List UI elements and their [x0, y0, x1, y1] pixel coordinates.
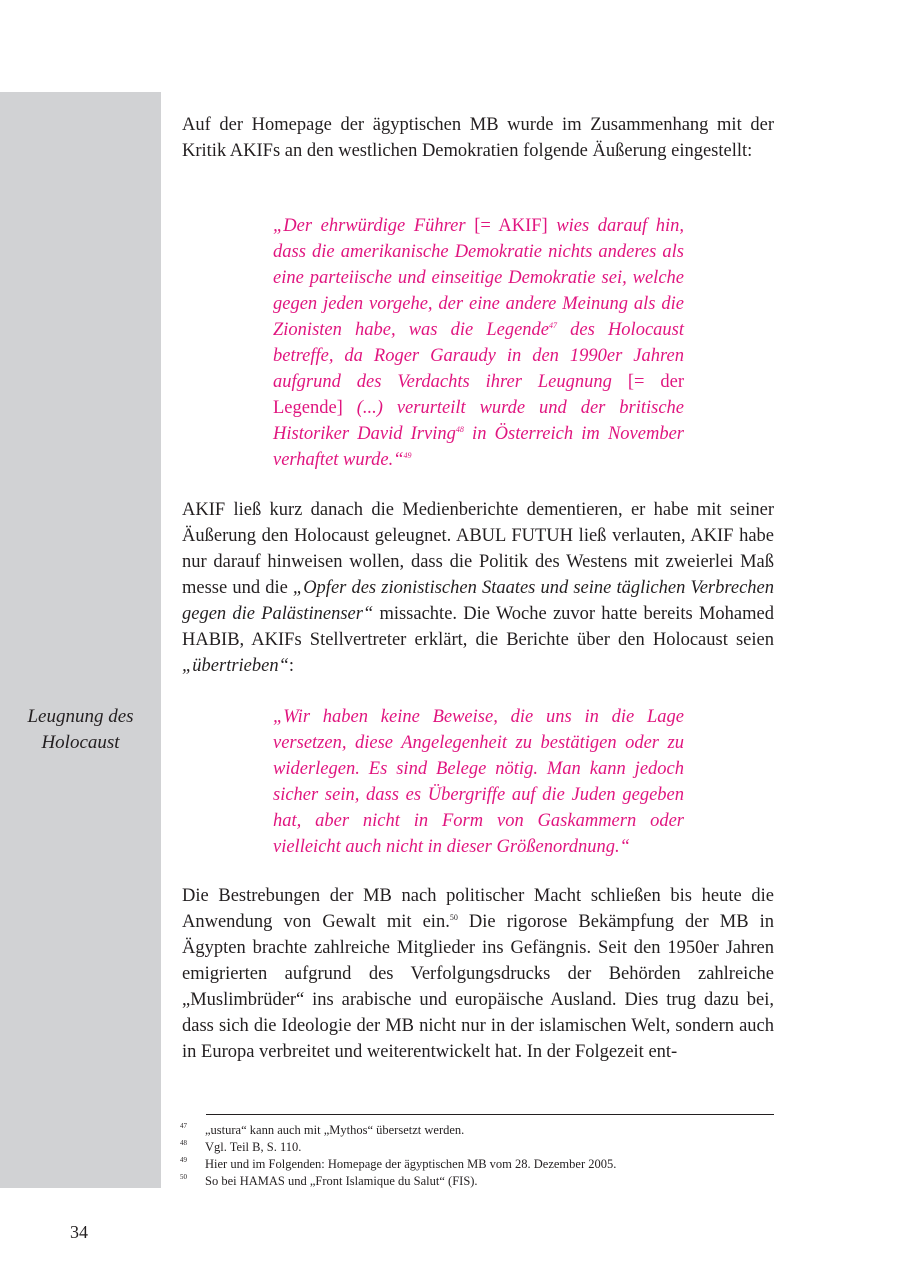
- quote-1-bracket-1: [= AKIF]: [474, 216, 548, 236]
- quote-1: [273, 213, 684, 473]
- paragraph-3-text-1: Die Bestrebungen der MB nach politischer Macht schließen bis heute die Anwendung von Gewalt mit ein.: [182, 886, 774, 932]
- paragraph-2-text: [182, 497, 774, 679]
- footnote-ref-48[interactable]: 48: [455, 424, 464, 434]
- page-number: 34: [70, 1222, 88, 1242]
- footnote-text: So bei HAMAS und „Front Islamique du Salut“ (FIS).: [205, 1174, 478, 1188]
- footnote-text: Hier und im Folgenden: Homepage der ägyptischen MB vom 28. Dezember 2005.: [205, 1157, 617, 1171]
- paragraph-1: [182, 112, 774, 164]
- footnotes: [180, 1122, 774, 1190]
- quote-1-bracket-2: [= der Legende]: [273, 372, 684, 418]
- paragraph-2-text-3: :: [288, 656, 295, 676]
- footnote-47: [180, 1122, 774, 1139]
- quote-2: „Wir haben keine Beweise, die uns in die Lage versetzen, diese Angelegenheit zu bestätigen oder zu widerlegen. Es sind Belege nötig. Man kann jedoch sicher sein, dass es Übergriffe auf die Juden gegeben hat, aber nicht in Form von Gaskammern oder vielleicht auch nicht in dieser Größenordnung.“: [273, 707, 684, 857]
- footnote-49: [180, 1156, 774, 1173]
- paragraph-1-text: Auf der Homepage der ägyptischen MB wurde im Zusammenhang mit der Kritik AKIFs an den westlichen Demokratien folgende Äußerung eingestellt:: [182, 115, 774, 161]
- paragraph-3-text: [182, 883, 774, 1065]
- margin-sidebar: [0, 92, 161, 1188]
- paragraph-2-quote-opfer: „Opfer des zionistischen Staates und seine täglichen Verbrechen gegen die Palästinenser“: [182, 578, 774, 624]
- footnote-number: 49: [180, 1156, 187, 1164]
- quote-1-part-3: des Holocaust betreffe, da Roger Garaudy in den 1990er Jahren aufgrund des Verdachts ihrer Leugnung: [273, 320, 684, 392]
- paragraph-3: [182, 883, 774, 1065]
- margin-note-line2: Holocaust: [41, 732, 120, 753]
- paragraph-3-text-2: Die rigorose Bekämpfung der MB in Ägypten brachte zahlreiche Mitglieder ins Gefängnis. Seit den 1950er Jahren emigrierten aufgrund des Verfolgungsdrucks der Behörden zahlreiche „Muslimbrüder“ ins arabische und europäische Ausland. Dies trug dazu bei, dass sich die Ideologie der MB nicht nur in der islamischen Welt, sondern auch in Europa verbreitet und weiterentwickelt hat. In der Folgezeit ent-: [182, 912, 775, 1062]
- footnote-ref-47[interactable]: 47: [549, 320, 558, 330]
- margin-note-line1: Leugnung des: [27, 706, 134, 727]
- footnote-divider: [206, 1114, 774, 1115]
- footnote-text: „ustura“ kann auch mit „Mythos“ übersetzt werden.: [205, 1123, 465, 1137]
- footnote-number: 47: [180, 1122, 187, 1130]
- footnote-48: [180, 1139, 774, 1156]
- footnote-ref-50[interactable]: 50: [449, 912, 458, 922]
- footnote-ref-49[interactable]: 49: [403, 450, 412, 460]
- paragraph-2-text-1: AKIF ließ kurz danach die Medienberichte dementieren, er habe mit seiner Äußerung den Holocaust geleugnet. ABUL FUTUH ließ verlauten, AKIF habe nur darauf hinweisen wollen, dass die Politik des Westens mit zweierlei Maß messe und die: [182, 500, 774, 598]
- footnote-number: 48: [180, 1139, 187, 1147]
- footnote-50: [180, 1173, 774, 1190]
- paragraph-2-quote-uebertrieben: „übertrieben“: [182, 656, 289, 676]
- quote-1-open: „Der ehrwürdige Führer: [273, 216, 475, 236]
- quote-1-part-2: wies darauf hin, dass die amerikanische Demokratie nichts anderes als eine parteiische und einseitige Demokratie sei, welche gegen jeden vorgehe, der eine andere Meinung als die Zionisten habe, was die Legende: [273, 216, 685, 340]
- margin-note: [0, 704, 161, 756]
- paragraph-2-text-2: missachte. Die Woche zuvor hatte bereits Mohamed HABIB, AKIFs Stellvertreter erklärt, die Berichte über den Holocaust seien: [182, 604, 774, 650]
- quote-1-part-4: (...) verurteilt wurde und der britische Historiker David Irving: [273, 398, 684, 444]
- quote-1-part-5: in Österreich im November verhaftet wurde.“: [273, 424, 684, 470]
- paragraph-2: [182, 497, 774, 679]
- footnote-text: Vgl. Teil B, S. 110.: [205, 1140, 302, 1154]
- footnote-number: 50: [180, 1173, 187, 1181]
